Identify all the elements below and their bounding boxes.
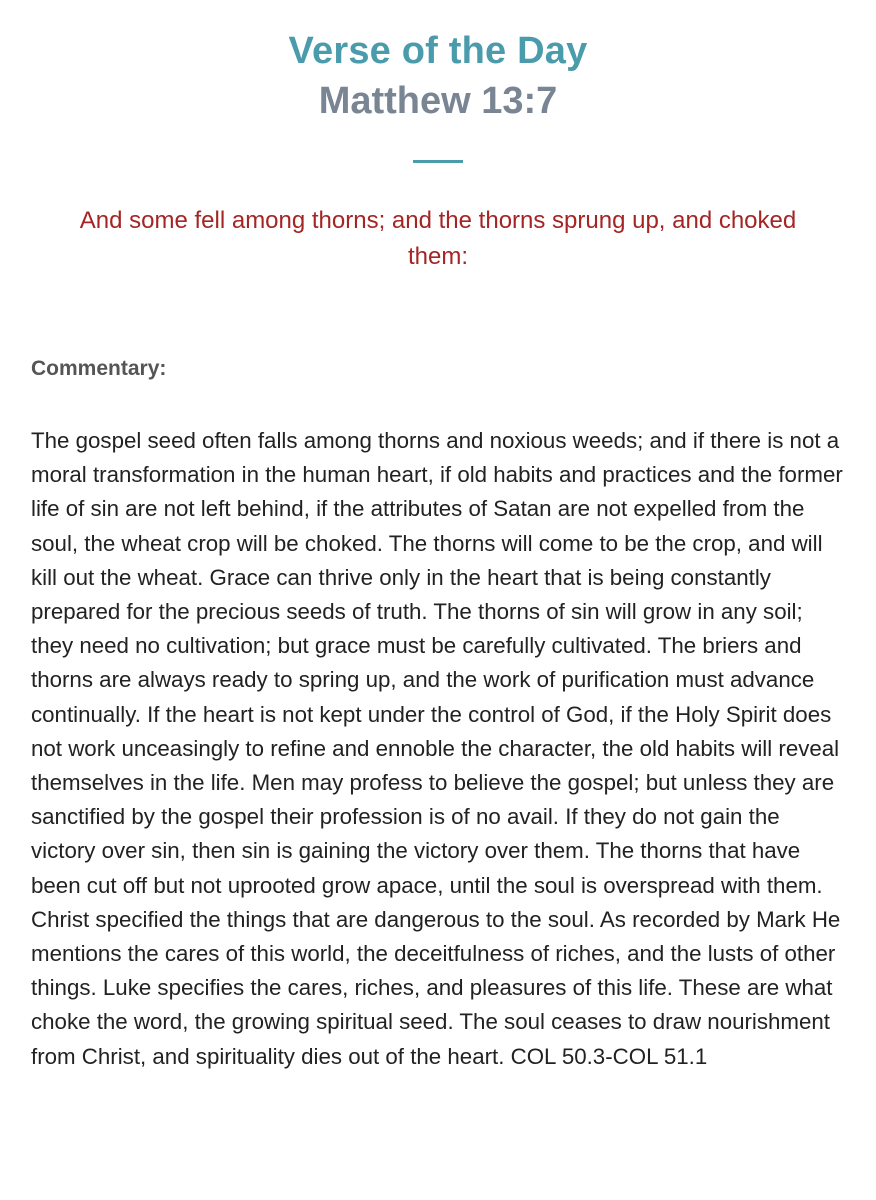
commentary-label: Commentary: bbox=[31, 357, 167, 380]
verse-reference: Matthew 13:7 bbox=[318, 80, 558, 122]
page-title: Verse of the Day bbox=[288, 30, 588, 72]
divider bbox=[413, 160, 463, 163]
commentary-text: The gospel seed often falls among thorns and noxious weeds; and if there is not a moral transformation in the human heart, if old habits and practices and the former life of sin are not left behind, if the attributes of Satan are not expelled from the soul, the wheat crop will be choked. The thorns will come to be the crop, and will kill out the wheat. Grace can thrive only in the heart that is being constantly prepared for the precious seeds of truth. The thorns of sin will grow in any soil; they need no cultivation; but grace must be carefully cultivated. The briers and thorns are always ready to spring up, and the work of purification must advance continually. If the heart is not kept under the control of God, if the Holy Spirit does not work unceasingly to refine and ennoble the character, the old habits will reveal themselves in the life. Men may profess to believe the gospel; but unless they are sanctified by the gospel their profession is of no avail. If they do not gain the victory over sin, then sin is gaining the victory over them. The thorns that have been cut off but not uprooted grow apace, until the soul is overspread with them. Christ specified the things that are dangerous to the soul. As recorded by Mark He mentions the cares of this world, the deceitfulness of riches, and the lusts of other things. Luke specifies the cares, riches, and pleasures of this life. These are what choke the word, the growing spiritual seed. The soul ceases to draw nourishment from Christ, and spirituality dies out of the heart. COL 50.3-COL 51.1 bbox=[31, 428, 843, 1069]
verse-text: And some fell among thorns; and the thorns sprung up, and choked them: bbox=[79, 207, 797, 270]
